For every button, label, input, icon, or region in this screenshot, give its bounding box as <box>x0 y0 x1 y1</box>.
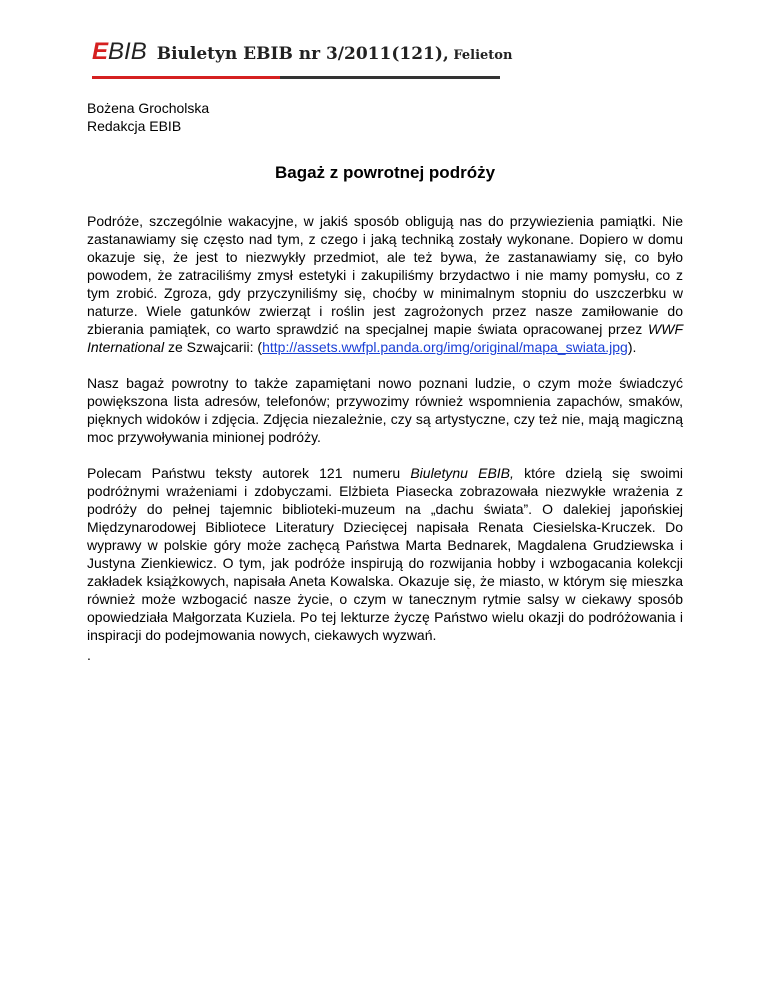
article-body <box>87 212 683 664</box>
p1-text: Podróże, szczególnie wakacyjne, w jakiś sposób obligują nas do przywiezienia pamiątki. Nie zastanawiamy się często nad tym, z czego i jaką techniką zostały wykonane. Dopiero w domu okazuje się, że jest to niezwykły przedmiot, ale też bywa, że zastanawiamy się, co było powodem, że zatraciliśmy zmysł estetyki i zakupiliśmy brzydactwo i nie mamy pomysłu, co z tym zrobić. Zgroza, gdy przyczyniliśmy się, choćby w minimalnym stopniu do uszczerbku w naturze. Wiele gatunków zwierząt i roślin jest zagrożonych przez nasze zamiłowanie do zbierania pamiątek, co warto sprawdzić na specjalnej mapie świata opracowanej przez <box>87 213 683 337</box>
trailing-dot: . <box>87 647 91 663</box>
page-header <box>92 38 512 68</box>
section-name: Felieton <box>453 48 513 63</box>
author-block <box>87 99 209 135</box>
bulletin-title: Biuletyn EBIB nr 3/2011(121), <box>156 44 449 64</box>
p1-after: ze Szwajcarii: ( <box>164 339 263 355</box>
author-name: Bożena Grocholska <box>87 100 210 116</box>
paragraph-2: Nasz bagaż powrotny to także zapamiętani nowo poznani ludzie, o czym może świadczyć powiększona lista adresów, telefonów; przywozimy również wspomnienia zapachów, smaków, pięknych widoków i zdjęcia. Zdjęcia niezależnie, czy są artystyczne, czy też nie, mają magiczną moc przywoływania minionej podróży. <box>87 375 683 445</box>
author-affiliation: Redakcja EBIB <box>87 118 182 134</box>
paragraph-1 <box>87 212 683 356</box>
paragraph-3 <box>87 464 683 644</box>
logo-letter-e: E <box>92 38 109 65</box>
ebib-logo <box>92 38 147 66</box>
p1-italic: WWF International <box>87 321 683 355</box>
header-rule-dark <box>280 76 500 79</box>
section-label <box>449 48 513 63</box>
wwf-map-link[interactable]: http://assets.wwfpl.panda.org/img/original/mapa_swiata.jpg <box>262 339 628 355</box>
article-title: Bagaż z powrotnej podróży <box>274 163 496 182</box>
p1-end: ). <box>627 339 637 355</box>
logo-letters: BIB <box>108 38 147 65</box>
p3-rest: które dzielą się swoimi podróżnymi wrażeniami i zdobyczami. Elżbieta Piasecka zobrazowała niezwykłe wrażenia z podróży do pełnej tajemnic biblioteki-muzeum na „dachu świata”. O dalekiej japońskiej Międzynarodowej Bibliotece Literatury Dziecięcej napisała Renata Ciesielska-Kruczek. Do wyprawy w polskie góry może zachęcą Państwa Marta Bednarek, Magdalena Grudziewska i Justyna Zienkiewicz. O tym, jak podróże inspirują do rozwijania hobby i wzbogacania kolekcji zakładek książkowych, napisała Aneta Kowalska. Okazuje się, że miasto, w którym się mieszka również może wzbogacić nasze życie, o czym w tanecznym rytmie salsy w ciekawy sposób opowiedziała Małgorzata Kuziela. Po tej lekturze życzę Państwo wielu okazji do podróżowania i inspiracji do podejmowania nowych, ciekawych wyzwań. <box>87 465 684 643</box>
header-rule-red <box>92 76 280 79</box>
p3-start: Polecam Państwu teksty autorek 121 numeru <box>87 465 411 481</box>
p3-italic: Biuletynu EBIB, <box>410 465 514 481</box>
